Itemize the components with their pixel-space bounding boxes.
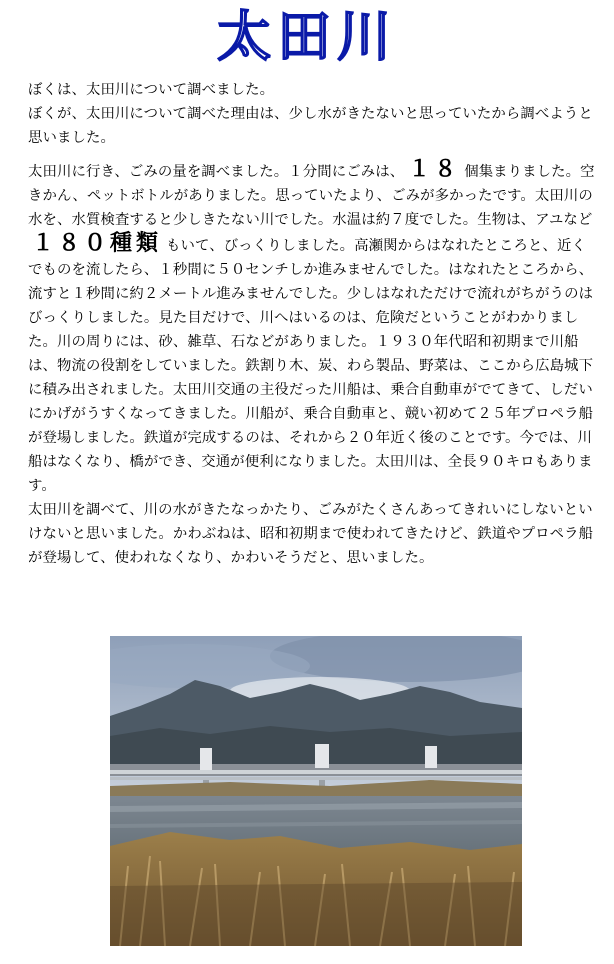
species-count: １８０種類 [32,231,163,256]
paragraph-intro: ぼくは、太田川について調べました。 [28,82,275,98]
paragraph-gap [28,150,600,158]
article-body [28,78,600,570]
garbage-count: １８ [408,157,461,182]
paragraph-conclusion: 太田川を調べて、川の水がきたなっかたり、ごみがたくさんあってきれいにしないといけないと思いました。かわぶねは、昭和初期まで使われてきたけど、鉄道やプロペラ船が登場して、使われなくなり、かわいそうだと、思いました。 [28,502,594,566]
page-title: 太田川 [217,5,397,68]
survey-text-end: もいて、びっくりしました。高瀬関からはなれたところと、近くでものを流したら、１秒間に５０センチしか進みませんでした。はなれたところから、流すと１秒間に約２メートル進みませんでした。少しはなれただけで流れがちがうのはびっくりしました。見た目だけで、川へはいるのは、危険だということがわかりました。川の周りには、砂、雑草、石などがありました。１９３０年代昭和初期まで川船は、物流の役割をしていました。鉄割り木、炭、わら製品、野菜は、ここから広島城下に積み出されました。太田川交通の主役だった川船は、乗合自動車がでてきて、しだいにかげがうすくなってきました。川船が、乗合自動車と、競い初めて２５年プロペラ船が登場しました。鉄道が完成するのは、それから２０年近く後のことです。今では、川船はなくなり、橋ができ、交通が便利になりました。太田川は、全長９０キロもあります。 [28,238,594,494]
survey-text-middle: 個集まりました。空きかん、ペットボトルがありました。思っていたより、ごみが多かったです。太田川の水を、水質検査すると少しきたない川でした。水温は約７度でした。生物は、アユなど [28,164,595,228]
river-photo [110,636,522,946]
paragraph-reason: ぼくが、太田川について調べた理由は、少し水がきたないと思っていたから調べようと思いました。 [28,106,593,146]
survey-text-start: 太田川に行き、ごみの量を調べました。１分間にごみは、 [28,164,405,180]
paragraph-survey [28,158,600,498]
